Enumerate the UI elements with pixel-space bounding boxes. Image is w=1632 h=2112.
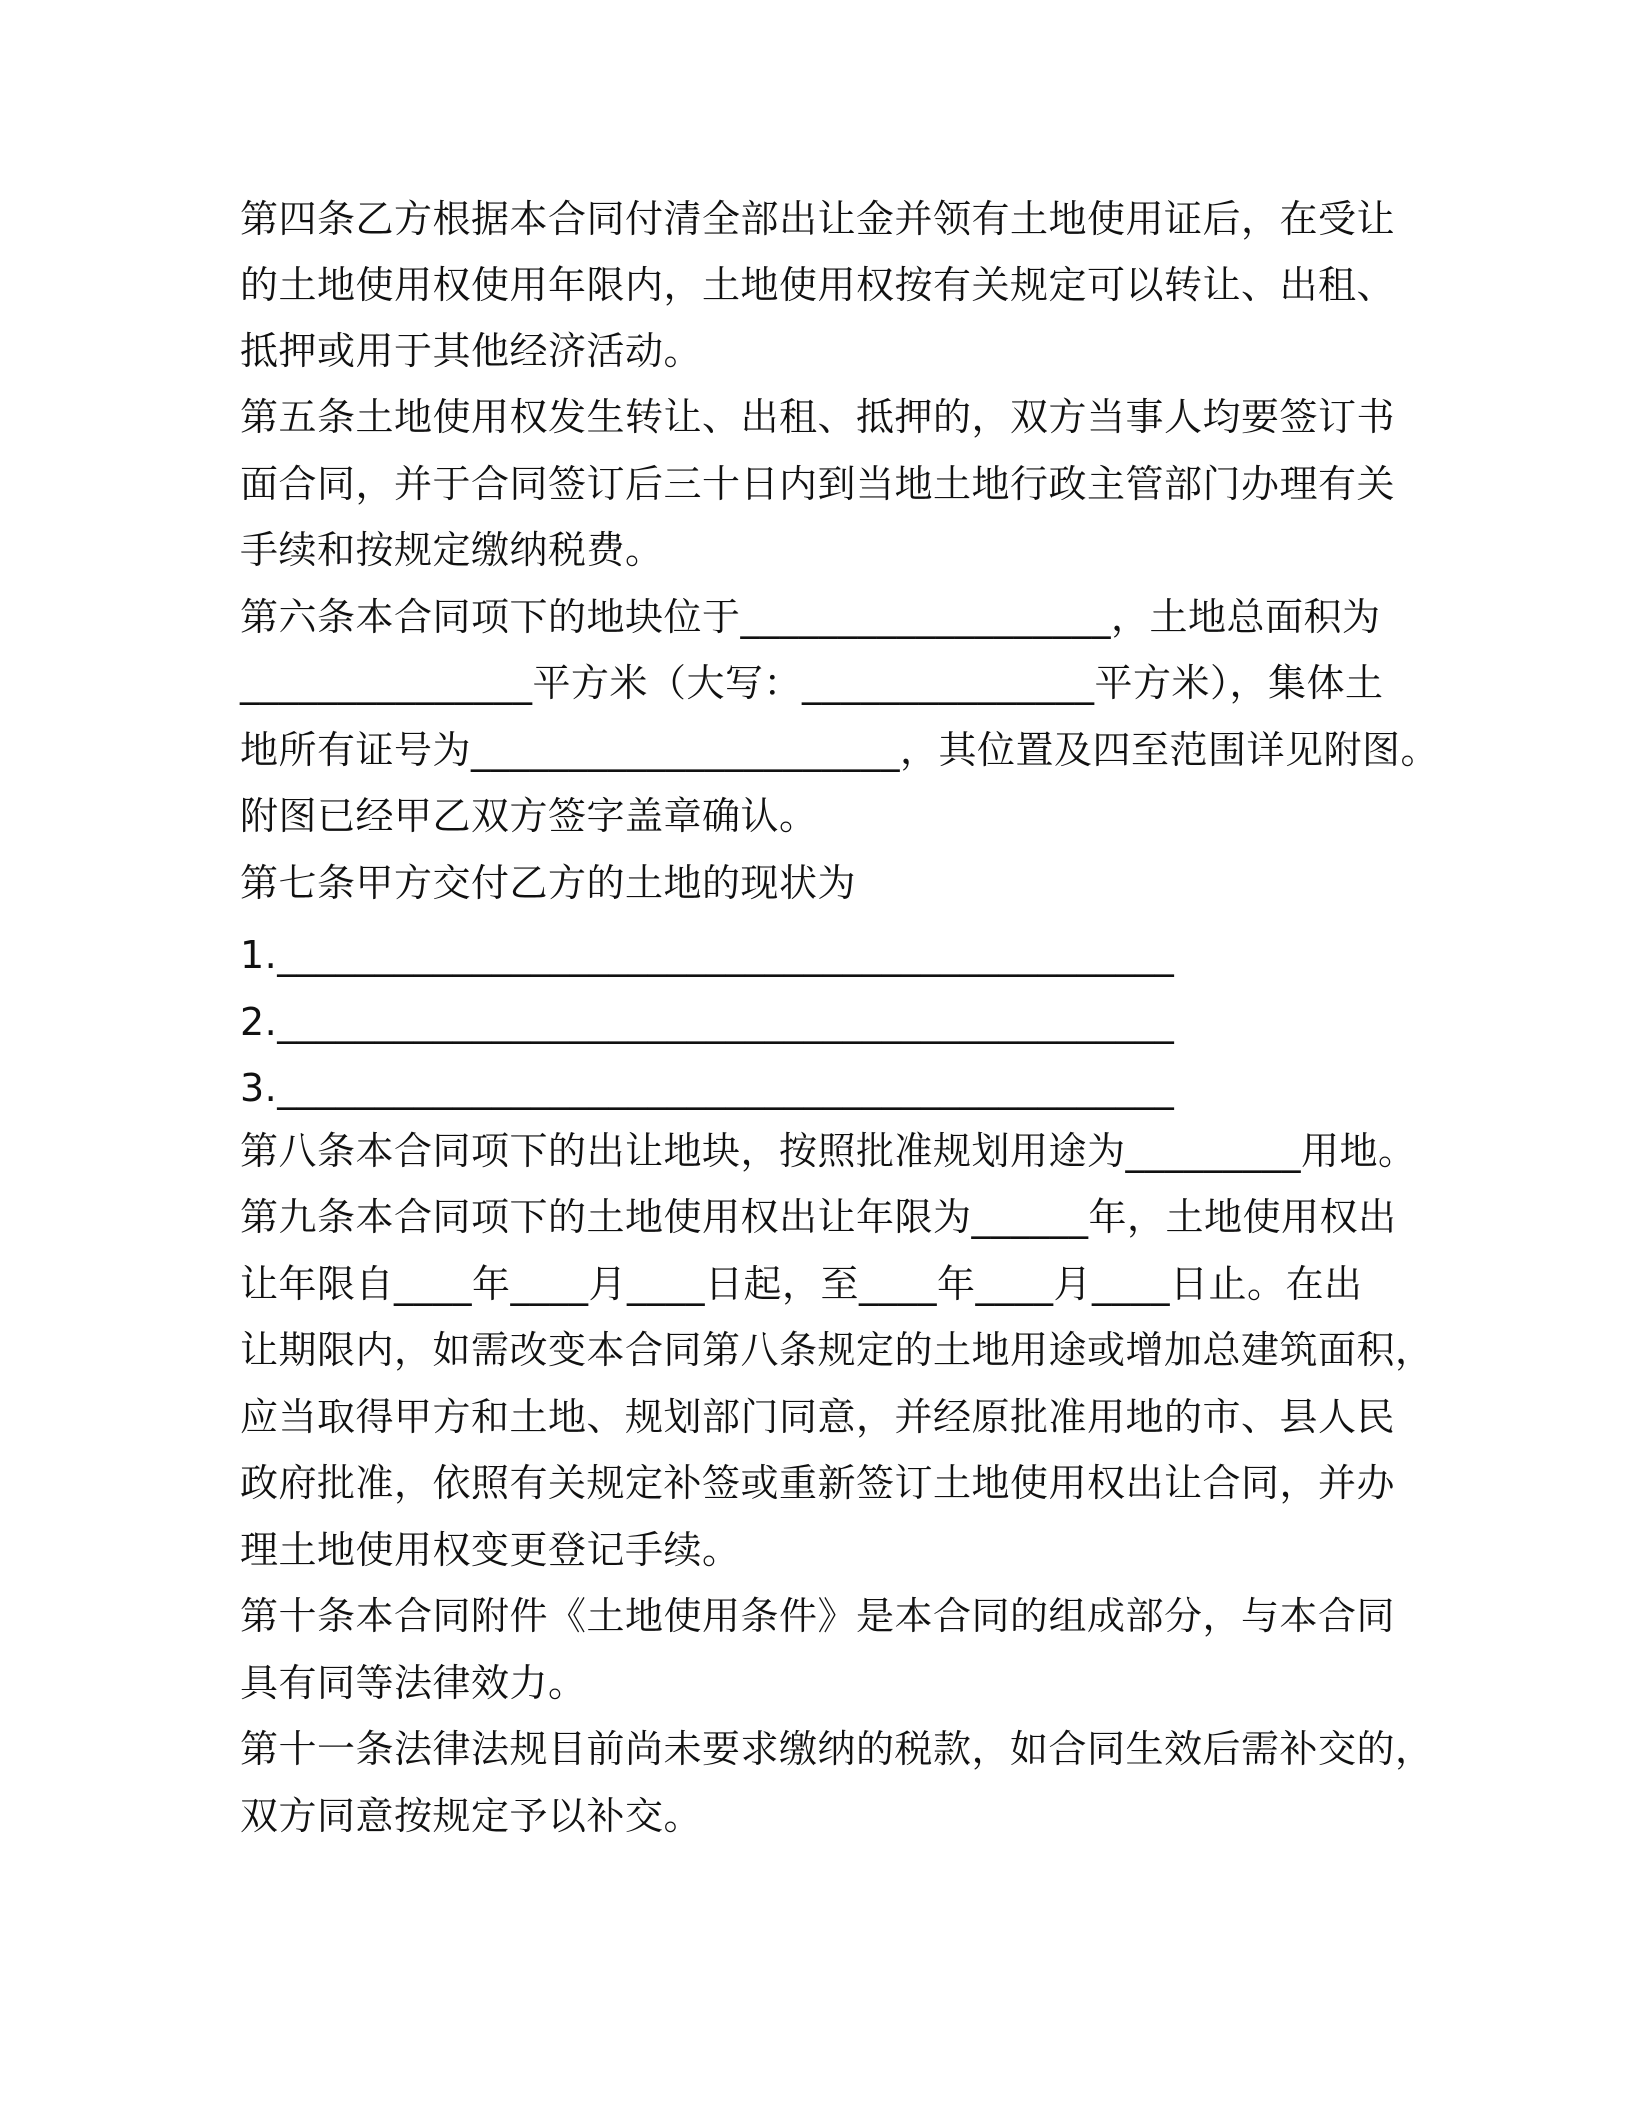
blank-item-3: 3.______________________________________________ — [240, 1066, 1175, 1110]
text-line: 理土地使用权变更登记手续。 — [240, 1528, 741, 1572]
text-line: 附图已经甲乙双方签字盖章确认。 — [240, 794, 818, 838]
text-line: 第七条甲方交付乙方的土地的现状为 — [240, 861, 857, 905]
text-line: 第九条本合同项下的土地使用权出让年限为______年，土地使用权出 — [240, 1195, 1397, 1239]
text-line: 让期限内，如需改变本合同第八条规定的土地用途或增加总建筑面积， — [240, 1328, 1434, 1372]
text-line: 第六条本合同项下的地块位于___________________，土地总面积为 — [240, 595, 1381, 639]
text-line: 第四条乙方根据本合同付清全部出让金并领有土地使用证后，在受让 — [240, 197, 1396, 241]
text-line: 应当取得甲方和土地、规划部门同意，并经原批准用地的市、县人民 — [240, 1395, 1396, 1439]
text-line: 双方同意按规定予以补交。 — [240, 1794, 703, 1838]
blank-item-2: 2.______________________________________________ — [240, 1000, 1175, 1044]
text-line: 让年限自____年____月____日起，至____年____月____日止。在出 — [240, 1262, 1363, 1306]
text-line: _______________平方米（大写：_______________平方米），集体土 — [240, 661, 1384, 705]
text-line: 地所有证号为______________________，其位置及四至范围详见附图。 — [240, 728, 1440, 772]
text-line: 具有同等法律效力。 — [240, 1661, 587, 1705]
text-line: 政府批准，依照有关规定补签或重新签订土地使用权出让合同，并办 — [240, 1461, 1396, 1505]
text-line: 第八条本合同项下的出让地块，按照批准规划用途为_________用地。 — [240, 1129, 1417, 1173]
text-line: 第五条土地使用权发生转让、出租、抵押的，双方当事人均要签订书 — [240, 395, 1396, 439]
text-line: 面合同，并于合同签订后三十日内到当地土地行政主管部门办理有关 — [240, 462, 1396, 506]
text-line: 第十条本合同附件《土地使用条件》是本合同的组成部分，与本合同 — [240, 1594, 1396, 1638]
text-line: 抵押或用于其他经济活动。 — [240, 329, 703, 373]
text-line: 手续和按规定缴纳税费。 — [240, 528, 664, 572]
text-line: 第十一条法律法规目前尚未要求缴纳的税款，如合同生效后需补交的， — [240, 1727, 1434, 1771]
text-line: 的土地使用权使用年限内，土地使用权按有关规定可以转让、出租、 — [240, 263, 1396, 307]
blank-item-1: 1.______________________________________________ — [240, 933, 1175, 977]
